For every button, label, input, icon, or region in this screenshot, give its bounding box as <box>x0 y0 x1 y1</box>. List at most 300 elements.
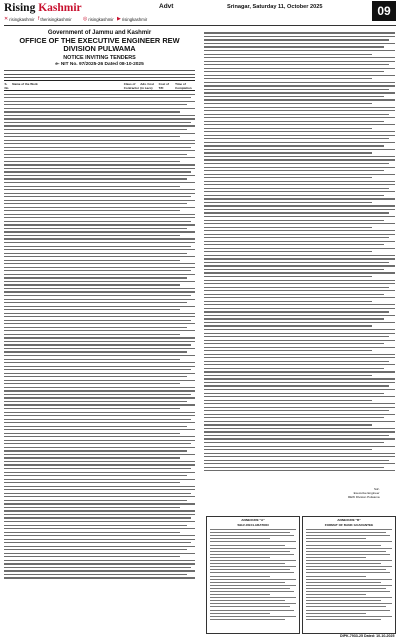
col-adv-cost: Adv. Cost (in Lacs) <box>140 81 154 90</box>
col-sno: S. No <box>4 81 9 90</box>
fine-print-line <box>4 277 187 278</box>
fine-print-line <box>204 167 395 168</box>
fine-print-line <box>4 450 187 451</box>
social-instagram[interactable]: ◎ risingkashmir <box>83 16 114 22</box>
fine-print-line <box>204 85 395 86</box>
fine-print-line <box>4 302 187 303</box>
notice-number: e- NIT No. 97/2025-26 Dated 08-10-2025 <box>55 62 144 67</box>
fine-print-line <box>204 442 384 443</box>
fine-print-line <box>4 175 195 176</box>
fine-print-line <box>4 221 191 222</box>
fine-print-line <box>210 600 285 601</box>
fine-print-line <box>4 94 195 95</box>
fine-print-line <box>4 323 195 324</box>
fine-print-line <box>4 556 180 557</box>
fine-print-line <box>4 521 195 522</box>
fine-print-line <box>210 606 290 607</box>
fine-print-line <box>204 280 395 281</box>
fine-print-line <box>4 454 195 455</box>
fine-print-line <box>204 92 395 93</box>
masthead-logo: Rising Kashmir <box>4 2 82 14</box>
fine-print-line <box>204 191 395 192</box>
fine-print-line <box>4 147 191 148</box>
fine-print-line <box>210 538 270 539</box>
fine-print-line <box>4 104 187 105</box>
fine-print-line <box>204 403 395 404</box>
fine-print-line <box>204 68 395 69</box>
annexure-a-title: ANNEXURE "A" <box>241 518 265 522</box>
fine-print-line <box>306 532 386 533</box>
fine-print-line <box>204 400 372 401</box>
fine-print-line <box>4 154 187 155</box>
fine-print-line <box>306 613 366 614</box>
fine-print-line <box>4 373 195 374</box>
fine-print-line <box>4 274 195 275</box>
annexure-b-subtitle: FORMAT OF BANK GUARANTEE <box>324 523 374 527</box>
fine-print-line <box>4 507 180 508</box>
fine-print-line <box>4 263 195 264</box>
fine-print-line <box>204 159 395 160</box>
fine-print-line <box>204 184 395 185</box>
signature-block: Sd/- Executive Engineer REW Division Pulwama <box>348 487 380 499</box>
fine-print-line <box>204 414 395 415</box>
fine-print-line <box>210 548 296 549</box>
fine-print-line <box>4 193 195 194</box>
fine-print-line <box>306 554 390 555</box>
fine-print-line <box>204 315 395 316</box>
preamble-text-block <box>4 70 195 78</box>
fine-print-line <box>210 554 294 555</box>
fine-print-line <box>204 212 389 213</box>
fine-print-line <box>204 389 395 390</box>
fine-print-line <box>204 438 395 439</box>
fine-print-line <box>4 337 195 338</box>
fine-print-line <box>204 364 395 365</box>
fine-print-line <box>204 145 384 146</box>
fine-print-line <box>204 329 395 330</box>
fine-print-line <box>4 577 195 578</box>
fine-print-line <box>210 535 294 536</box>
social-facebook[interactable]: f therisingkashmir <box>38 16 72 22</box>
fine-print-line <box>204 262 389 263</box>
fine-print-line <box>204 32 395 33</box>
fine-print-line <box>204 96 384 97</box>
annexure-a-body <box>207 529 299 620</box>
fine-print-line <box>4 344 191 345</box>
fine-print-line <box>4 260 180 261</box>
fine-print-line <box>4 447 195 448</box>
fine-print-line <box>4 415 195 416</box>
instagram-icon: ◎ <box>83 16 88 22</box>
fine-print-line <box>210 613 270 614</box>
header-rule <box>4 25 396 26</box>
fine-print-line <box>204 223 395 224</box>
fine-print-line <box>4 327 187 328</box>
fine-print-line <box>210 582 285 583</box>
office-heading: OFFICE OF THE EXECUTIVE ENGINEER REW DIVISION PULWAMA <box>19 36 180 53</box>
fine-print-line <box>4 546 195 547</box>
fine-print-line <box>4 539 195 540</box>
fine-print-line <box>4 355 195 356</box>
fine-print-line <box>4 574 187 575</box>
fine-print-line <box>4 306 195 307</box>
fine-print-line <box>4 394 191 395</box>
fine-print-line <box>204 78 372 79</box>
fine-print-line <box>204 195 384 196</box>
fine-print-line <box>4 359 180 360</box>
fine-print-line <box>204 361 389 362</box>
fine-print-line <box>210 585 296 586</box>
fine-print-line <box>4 341 195 342</box>
fine-print-line <box>4 214 195 215</box>
fine-print-line <box>4 291 195 292</box>
fine-print-line <box>204 385 389 386</box>
fine-print-line <box>4 235 180 236</box>
fine-print-line <box>4 267 195 268</box>
fine-print-line <box>4 143 195 144</box>
fine-print-line <box>204 114 389 115</box>
fine-print-line <box>4 320 191 321</box>
fine-print-line <box>204 170 384 171</box>
fine-print-line <box>4 457 180 458</box>
fine-print-line <box>4 351 187 352</box>
fine-print-line <box>4 443 191 444</box>
fine-print-line <box>204 290 395 291</box>
fine-print-line <box>204 378 395 379</box>
fine-print-line <box>204 467 384 468</box>
fine-print-line <box>306 545 381 546</box>
fine-print-line <box>4 284 180 285</box>
fine-print-line <box>204 304 395 305</box>
fine-print-line <box>204 407 395 408</box>
fine-print-line <box>306 603 392 604</box>
fine-print-line <box>4 101 195 102</box>
fine-print-line <box>4 532 180 533</box>
fine-print-line <box>204 142 395 143</box>
fine-print-line <box>210 610 294 611</box>
fine-print-line <box>204 241 395 242</box>
fine-print-line <box>204 255 395 256</box>
youtube-icon: ▶ <box>117 16 121 22</box>
fine-print-line <box>4 171 191 172</box>
fine-print-line <box>204 71 384 72</box>
fine-print-line <box>204 227 372 228</box>
fine-print-line <box>4 500 187 501</box>
fine-print-line <box>204 343 384 344</box>
fine-print-line <box>210 572 294 573</box>
fine-print-line <box>4 528 195 529</box>
fine-print-line <box>204 57 395 58</box>
fine-print-line <box>204 99 395 100</box>
fine-print-line <box>204 54 372 55</box>
fine-print-line <box>4 168 195 169</box>
fine-print-line <box>204 308 395 309</box>
fine-print-line <box>4 313 195 314</box>
fine-print-line <box>4 366 195 367</box>
fine-print-line <box>4 288 195 289</box>
fine-print-line <box>204 39 389 40</box>
fine-print-line <box>4 412 195 413</box>
fine-print-line <box>306 610 390 611</box>
fine-print-line <box>4 111 180 112</box>
fine-print-line <box>306 576 366 577</box>
fine-print-line <box>210 545 285 546</box>
fine-print-line <box>4 161 180 162</box>
fine-print-line <box>4 178 187 179</box>
fine-print-line <box>210 591 294 592</box>
fine-print-line <box>4 228 187 229</box>
fine-print-line <box>4 281 195 282</box>
fine-print-line <box>4 330 195 331</box>
fine-print-line <box>306 585 392 586</box>
fine-print-line <box>4 570 195 571</box>
fine-print-line <box>4 242 195 243</box>
tender-table-header <box>4 80 195 91</box>
fine-print-line <box>210 579 296 580</box>
fine-print-line <box>4 238 195 239</box>
fine-print-line <box>204 294 384 295</box>
fine-print-line <box>4 440 195 441</box>
fine-print-line <box>4 118 195 119</box>
fine-print-line <box>204 61 395 62</box>
fine-print-line <box>204 64 389 65</box>
fine-print-line <box>4 186 180 187</box>
fine-print-line <box>204 368 384 369</box>
fine-print-line <box>204 124 395 125</box>
fine-print-line <box>204 220 384 221</box>
fine-print-line <box>204 265 395 266</box>
fine-print-line <box>4 387 195 388</box>
fine-print-line <box>4 464 195 465</box>
fine-print-line <box>4 231 195 232</box>
fine-print-line <box>204 50 395 51</box>
fine-print-line <box>4 196 191 197</box>
fine-print-line <box>210 594 270 595</box>
fine-print-line <box>306 619 381 620</box>
fine-print-line <box>4 429 195 430</box>
fine-print-line <box>204 449 372 450</box>
fine-print-line <box>204 333 395 334</box>
fine-print-line <box>306 582 381 583</box>
fine-print-line <box>4 115 195 116</box>
fine-print-line <box>4 182 195 183</box>
annexure-b-box <box>302 516 396 634</box>
fine-print-line <box>204 230 395 231</box>
fine-print-line <box>4 256 195 257</box>
fine-print-line <box>4 316 195 317</box>
fine-print-line <box>204 354 395 355</box>
fine-print-line <box>4 348 195 349</box>
fine-print-line <box>204 382 395 383</box>
fine-print-line <box>204 393 384 394</box>
col-name: Name of the Work <box>12 81 38 86</box>
fine-print-line <box>204 318 384 319</box>
fine-print-line <box>204 311 389 312</box>
fine-print-line <box>204 456 395 457</box>
fine-print-line <box>204 237 389 238</box>
annexure-b-title: ANNEXURE "B" <box>337 518 361 522</box>
x-icon: ✕ <box>4 16 9 22</box>
fine-print-line <box>4 401 187 402</box>
fine-print-line <box>306 600 381 601</box>
fine-print-line <box>204 287 389 288</box>
fine-print-line <box>204 421 395 422</box>
fine-print-line <box>204 297 395 298</box>
fine-print-line <box>210 616 296 617</box>
fine-print-line <box>306 538 366 539</box>
fine-print-line <box>4 404 195 405</box>
fine-print-line <box>204 75 395 76</box>
fine-print-line <box>306 572 390 573</box>
fine-print-line <box>4 549 187 550</box>
fine-print-line <box>204 350 372 351</box>
tender-table-rows <box>4 94 195 579</box>
fine-print-line <box>4 157 195 158</box>
fine-print-line <box>210 551 290 552</box>
fine-print-line <box>306 597 392 598</box>
fine-print-line <box>204 138 389 139</box>
fine-print-line <box>204 43 395 44</box>
fine-print-line <box>4 560 195 561</box>
fine-print-line <box>204 198 395 199</box>
fine-print-line <box>210 588 290 589</box>
fine-print-line <box>4 122 191 123</box>
col-td-cost: Cost of T/D <box>158 81 169 90</box>
fine-print-line <box>204 103 372 104</box>
fine-print-line <box>4 376 187 377</box>
fine-print-line <box>204 135 395 136</box>
col-time: Time of Completion <box>175 81 192 90</box>
fine-print-line <box>4 542 191 543</box>
fine-print-line <box>306 591 390 592</box>
fine-print-line <box>204 435 389 436</box>
fine-print-line <box>204 89 389 90</box>
fine-print-line <box>4 200 195 201</box>
fine-print-line <box>204 375 372 376</box>
fine-print-line <box>4 535 195 536</box>
fine-print-line <box>204 181 395 182</box>
fine-print-line <box>306 548 392 549</box>
fine-print-line <box>204 202 372 203</box>
fine-print-line <box>4 249 195 250</box>
fine-print-line <box>4 224 195 225</box>
fine-print-line <box>306 560 392 561</box>
fine-print-line <box>204 163 389 164</box>
fine-print-line <box>4 210 180 211</box>
fine-print-line <box>306 606 386 607</box>
terms-conditions-text <box>204 32 395 471</box>
fine-print-line <box>204 149 395 150</box>
fine-print-line <box>306 616 392 617</box>
fine-print-line <box>210 569 290 570</box>
fine-print-line <box>4 475 187 476</box>
fine-print-line <box>210 576 270 577</box>
notice-left-column <box>4 30 195 579</box>
fine-print-line <box>4 97 191 98</box>
fine-print-line <box>4 309 180 310</box>
fine-print-line <box>4 493 191 494</box>
fine-print-line <box>4 525 187 526</box>
fine-print-line <box>4 270 191 271</box>
fine-print-line <box>204 244 384 245</box>
fine-print-line <box>4 436 195 437</box>
fine-print-line <box>4 419 191 420</box>
fine-print-line <box>4 383 180 384</box>
fine-print-line <box>4 390 195 391</box>
fine-print-line <box>204 258 395 259</box>
fine-print-line <box>4 563 195 564</box>
page-number: 09 <box>372 1 396 21</box>
fine-print-line <box>4 129 187 130</box>
fine-print-line <box>204 205 395 206</box>
fine-print-line <box>204 276 372 277</box>
fine-print-line <box>204 131 395 132</box>
social-x[interactable]: ✕ risingkashmir <box>4 16 35 22</box>
fine-print-line <box>4 140 195 141</box>
fine-print-line <box>306 588 386 589</box>
fine-print-line <box>204 234 395 235</box>
fine-print-line <box>4 503 195 504</box>
social-youtube[interactable]: ▶ risingkashmir <box>117 16 148 22</box>
fine-print-line <box>4 369 191 370</box>
fine-print-line <box>204 453 395 454</box>
fine-print-line <box>4 207 195 208</box>
notice-title: NOTICE INVITING TENDERS <box>63 55 136 61</box>
fine-print-line <box>204 128 372 129</box>
government-heading: Government of Jammu and Kashmir <box>47 30 152 36</box>
fine-print-line <box>4 150 195 151</box>
fine-print-line <box>210 560 296 561</box>
dip-reference: DIPK-7933-25 Dated: 10-10-2025 <box>340 634 395 638</box>
fine-print-line <box>204 301 372 302</box>
fine-print-line <box>4 253 187 254</box>
fine-print-line <box>4 479 195 480</box>
fine-print-line <box>4 517 191 518</box>
fine-print-line <box>306 563 381 564</box>
fine-print-line <box>306 557 366 558</box>
fine-print-line <box>204 177 372 178</box>
fine-print-line <box>204 336 389 337</box>
fine-print-line <box>4 299 195 300</box>
fine-print-line <box>204 110 395 111</box>
fine-print-line <box>4 482 180 483</box>
fine-print-line <box>4 295 191 296</box>
fine-print-line <box>4 422 195 423</box>
fine-print-line <box>4 461 195 462</box>
fine-print-line <box>204 417 384 418</box>
fine-print-line <box>204 410 389 411</box>
dateline: Srinagar, Saturday 11, October 2025 <box>227 4 323 10</box>
fine-print-line <box>4 408 180 409</box>
fine-print-line <box>4 246 191 247</box>
fine-print-line <box>204 340 395 341</box>
fine-print-line <box>210 541 296 542</box>
fine-print-line <box>306 551 386 552</box>
fine-print-line <box>204 251 372 252</box>
fine-print-line <box>204 357 395 358</box>
fine-print-line <box>210 563 285 564</box>
newspaper-header <box>0 0 400 26</box>
fine-print-line <box>204 174 395 175</box>
fine-print-line <box>4 189 195 190</box>
fine-print-line <box>204 117 395 118</box>
fine-print-line <box>204 446 395 447</box>
fine-print-line <box>204 156 395 157</box>
fine-print-line <box>306 529 392 530</box>
fine-print-line <box>204 36 395 37</box>
fine-print-line <box>204 371 395 372</box>
fine-print-line <box>4 553 195 554</box>
